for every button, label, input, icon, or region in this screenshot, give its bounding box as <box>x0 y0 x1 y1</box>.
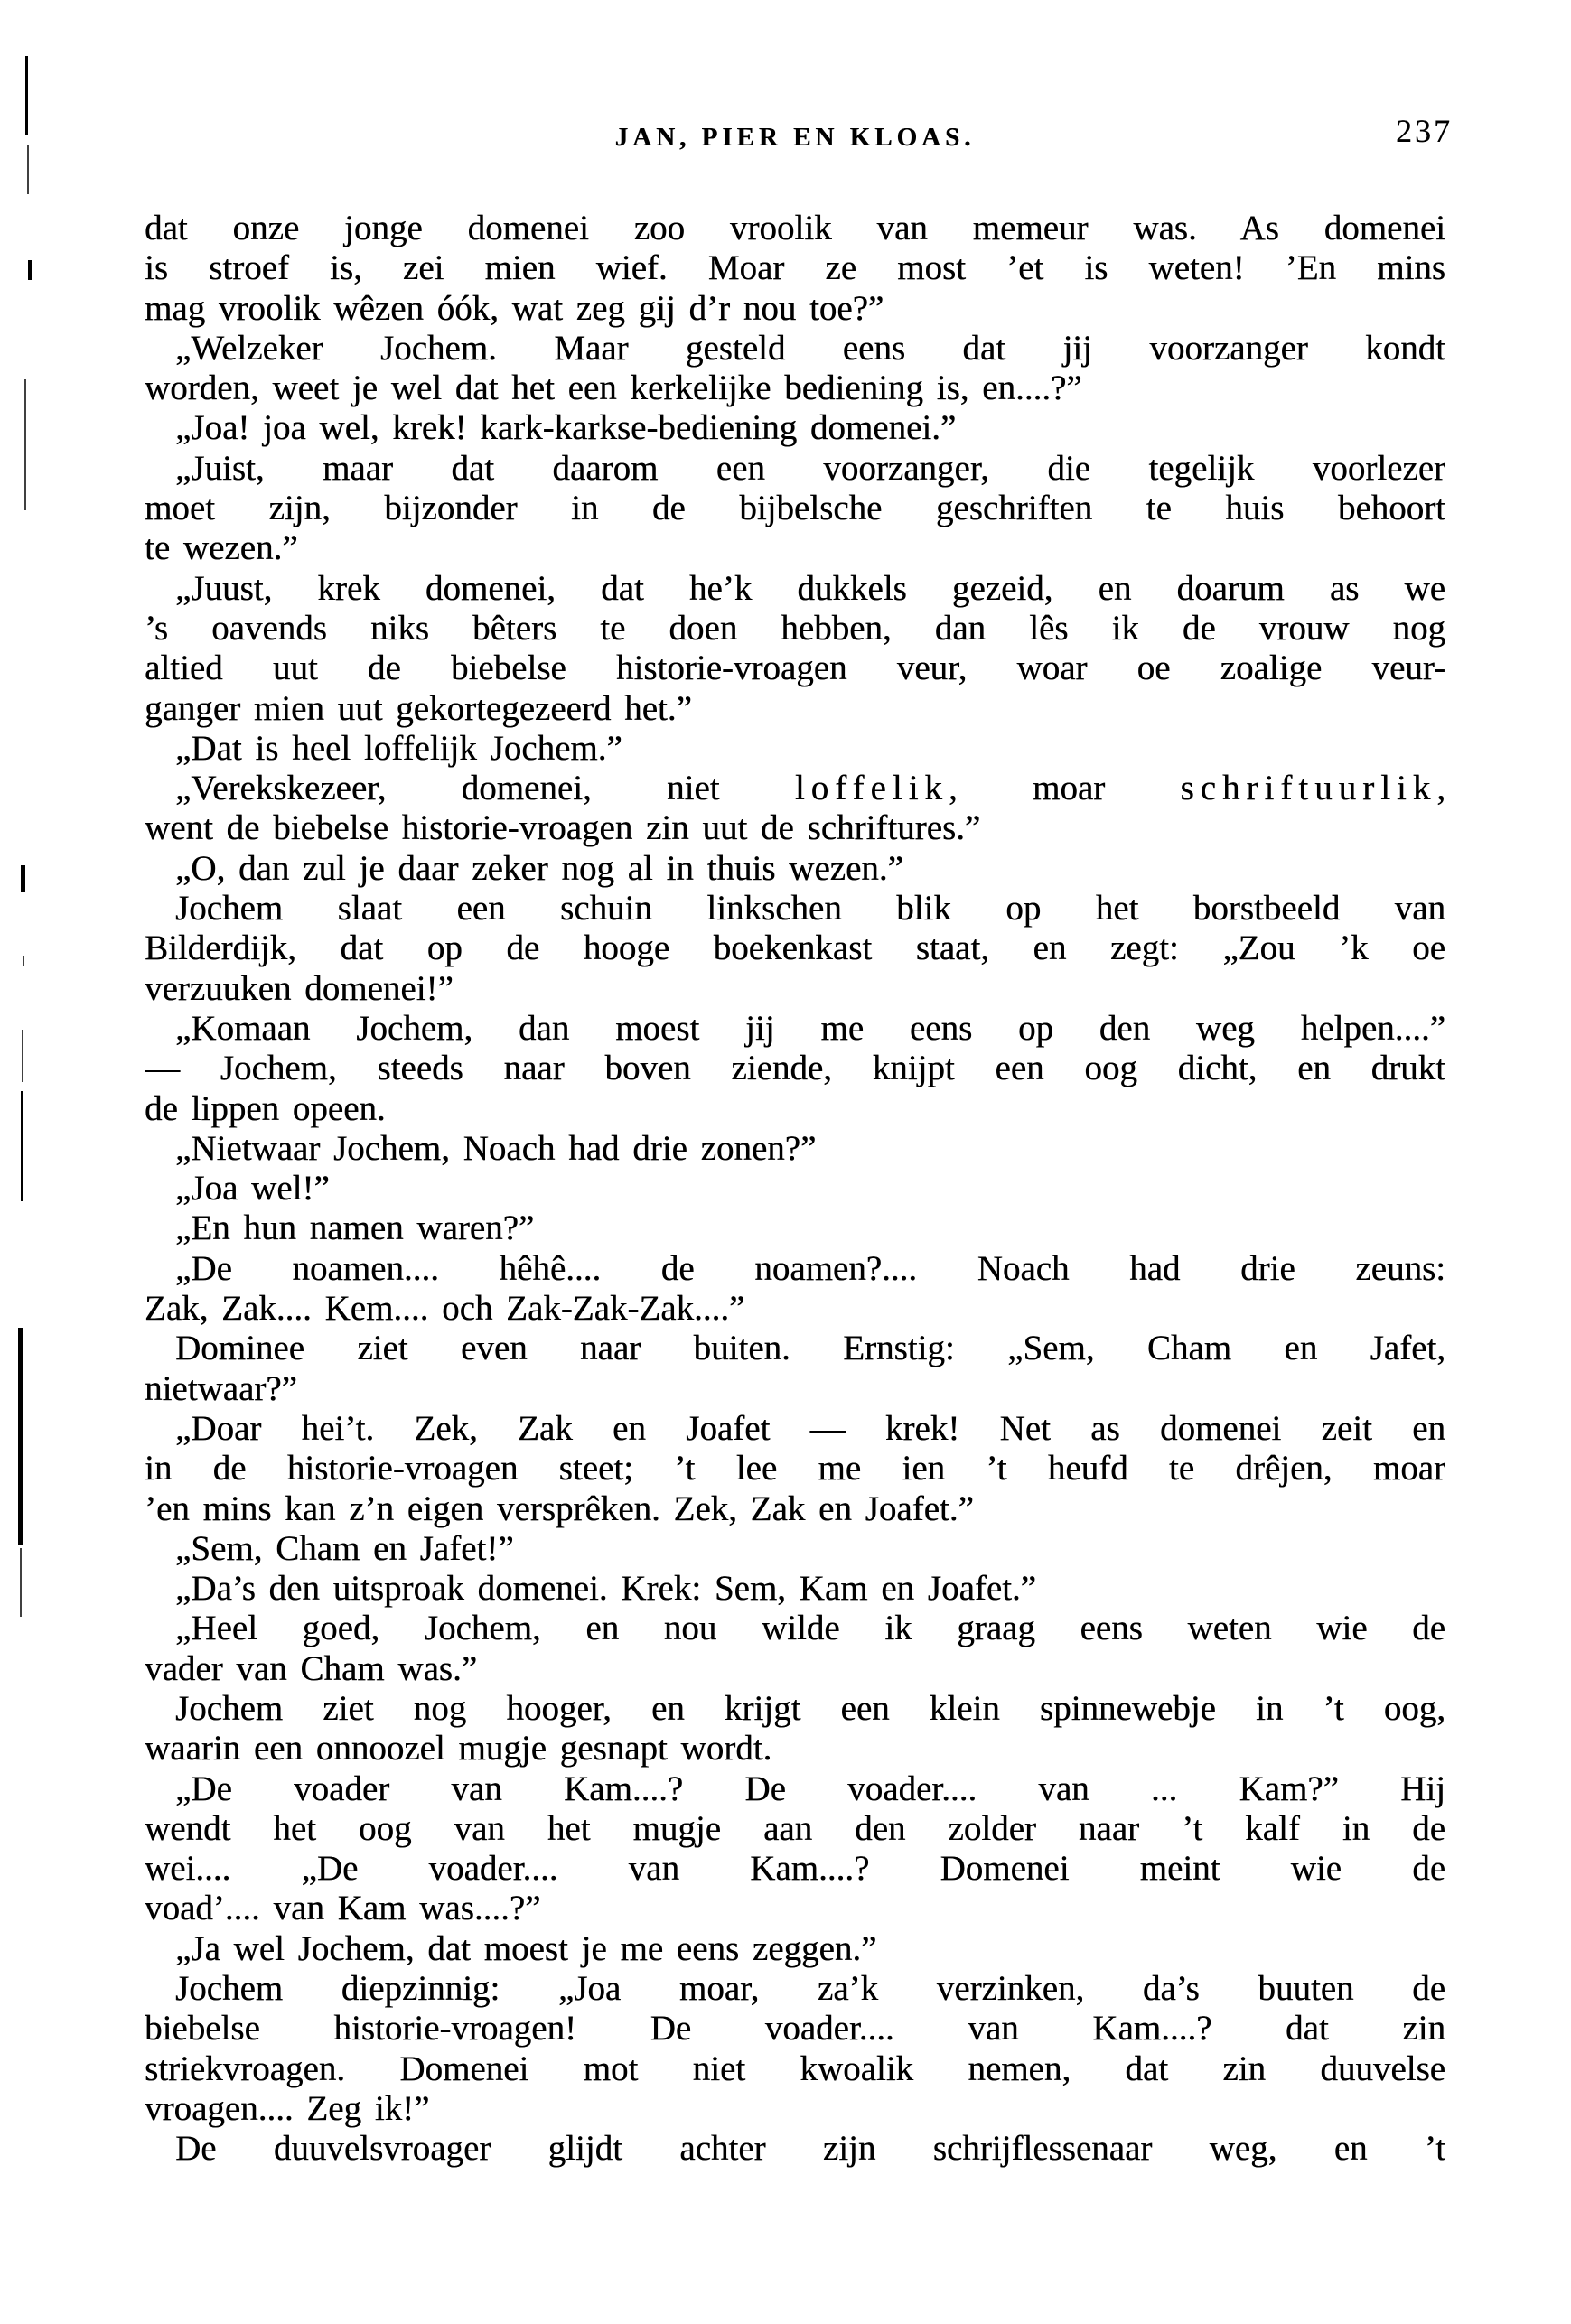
text-segment: „De voader van Kam....? De voader.... van ... Kam?” Hij <box>175 1769 1445 1808</box>
text-segment: in de historie-vroagen steet; ’t lee me ien ’t heufd te drêjen, moar <box>145 1449 1445 1489</box>
text-segment: „Doar hei’t. Zek, Zak en Joafet — krek! Net as domenei zeit en <box>175 1408 1445 1448</box>
text-line <box>145 1369 1445 1409</box>
text-segment: mag vroolik wêzen óók, wat zeg gij d’r nou toe?” <box>145 288 884 328</box>
scan-artifact <box>25 56 28 135</box>
text-line <box>145 1289 1445 1329</box>
text-segment: wendt het oog van het mugje aan den zolder naar ’t kalf in de <box>145 1808 1445 1848</box>
text-line <box>145 1769 1445 1809</box>
text-segment: ’s oavends niks bêters te doen hebben, dan lês ik de vrouw nog <box>145 608 1445 648</box>
text-line <box>145 408 1445 448</box>
text-segment: vader van Cham was.” <box>145 1648 478 1688</box>
text-segment: Jochem slaat een schuin linkschen blik op het borstbeeld van <box>175 889 1445 929</box>
text-segment: „Heel goed, Jochem, en nou wilde ik graag eens weten wie de <box>175 1609 1445 1648</box>
text-line <box>145 1969 1445 2009</box>
text-segment: „Sem, Cham en Jafet!” <box>175 1528 514 1568</box>
text-segment: striekvroagen. Domenei mot niet kwoalik nemen, dat zin duuvelse <box>145 2049 1445 2088</box>
text-segment: „Verekskezeer, domenei, niet <box>175 769 795 808</box>
text-line <box>145 528 1445 568</box>
text-line <box>145 1729 1445 1769</box>
text-line <box>145 729 1445 769</box>
scan-artifact <box>28 260 32 280</box>
text-line <box>145 1089 1445 1129</box>
text-segment: „Juust, krek domenei, dat he’k dukkels gezeid, en doarum as we <box>175 568 1445 608</box>
text-line <box>145 1169 1445 1209</box>
text-segment: verzuuken domenei!” <box>145 968 454 1008</box>
text-line <box>145 2009 1445 2049</box>
text-line <box>145 1209 1445 1248</box>
text-line <box>145 689 1445 729</box>
scan-artifact <box>27 145 29 194</box>
text-line <box>145 929 1445 968</box>
text-line <box>145 1929 1445 1969</box>
text-segment: „Ja wel Jochem, dat moest je me eens zeggen.” <box>175 1928 877 1968</box>
text-line <box>145 1489 1445 1529</box>
text-segment: De duuvelsvroager glijdt achter zijn schrijflessenaar weg, en ’t <box>175 2129 1445 2169</box>
text-segment: „O, dan zul je daar zeker nog al in thuis wezen.” <box>175 848 903 888</box>
text-line <box>145 1649 1445 1689</box>
text-segment: „De noamen.... hêhê.... de noamen?.... Noach had drie zeuns: <box>175 1248 1445 1288</box>
text-segment: biebelse historie-vroagen! De voader.... van Kam....? dat zin <box>145 2009 1445 2049</box>
text-line <box>145 969 1445 1009</box>
text-line <box>145 248 1445 288</box>
text-line <box>145 769 1445 808</box>
text-segment: Zak, Zak.... Kem.... och Zak-Zak-Zak....” <box>145 1289 745 1329</box>
scan-artifact <box>22 1030 23 1082</box>
text-line <box>145 289 1445 329</box>
text-line <box>145 329 1445 369</box>
text-line <box>145 2129 1445 2169</box>
text-line <box>145 609 1445 649</box>
page-number: 237 <box>1396 113 1453 149</box>
text-segment: „Da’s den uitsproak domenei. Krek: Sem, Kam en Joafet.” <box>175 1569 1036 1609</box>
text-line <box>145 1129 1445 1169</box>
text-line <box>145 449 1445 489</box>
text-line <box>145 1809 1445 1849</box>
text-segment: „Joa wel!” <box>175 1169 330 1209</box>
text-line <box>145 1409 1445 1449</box>
text-line <box>145 209 1445 248</box>
scan-artifact <box>21 1091 23 1201</box>
text-line <box>145 1689 1445 1729</box>
text-line <box>145 889 1445 929</box>
scan-artifact <box>23 956 24 966</box>
text-segment: ’en mins kan z’n eigen versprêken. Zek, Zak en Joafet.” <box>145 1489 974 1528</box>
text-segment: nietwaar?” <box>145 1368 297 1408</box>
text-line <box>145 2049 1445 2089</box>
text-line <box>145 1049 1445 1088</box>
scan-artifact <box>21 865 25 892</box>
text-line <box>145 808 1445 848</box>
scan-artifact <box>20 1548 22 1617</box>
scan-artifact <box>24 379 26 510</box>
text-segment: moet zijn, bijzonder in de bijbelsche geschriften te huis behoort <box>145 489 1445 528</box>
scan-artifact <box>18 1328 23 1545</box>
text-segment: „Dat is heel loffelijk Jochem.” <box>175 728 622 768</box>
emphasized-text: schriftuurlik <box>1180 769 1437 808</box>
text-segment: voad’.... van Kam was....?” <box>145 1889 541 1928</box>
text-line <box>145 1329 1445 1368</box>
text-line <box>145 1009 1445 1049</box>
text-segment: „Nietwaar Jochem, Noach had drie zonen?” <box>175 1128 817 1168</box>
text-line <box>145 2089 1445 2129</box>
text-segment: — Jochem, steeds naar boven ziende, knijpt een oog dicht, en drukt <box>145 1049 1445 1088</box>
emphasized-text: loffelik <box>794 769 949 808</box>
text-line <box>145 489 1445 528</box>
text-line <box>145 849 1445 889</box>
text-segment: „En hun namen waren?” <box>175 1209 535 1248</box>
text-segment: „Welzeker Jochem. Maar gesteld eens dat jij voorzanger kondt <box>175 328 1445 368</box>
text-segment: vroagen.... Zeg ik!” <box>145 2088 430 2128</box>
text-segment: worden, weet je wel dat het een kerkelijke bediening is, en....?” <box>145 369 1082 408</box>
text-segment: „Komaan Jochem, dan moest jij me eens op den weg helpen....” <box>175 1008 1445 1048</box>
text-segment: Dominee ziet even naar buiten. Ernstig: „Sem, Cham en Jafet, <box>175 1329 1445 1368</box>
text-segment: is stroef is, zei mien wief. Moar ze most ’et is weten! ’En mins <box>145 248 1445 288</box>
text-segment: , moar <box>948 769 1181 808</box>
text-segment: , <box>1436 769 1445 808</box>
text-line <box>145 1569 1445 1609</box>
text-line <box>145 649 1445 688</box>
text-segment: altied uut de biebelse historie-vroagen veur, woar oe zoalige veur- <box>145 649 1445 688</box>
text-line <box>145 569 1445 609</box>
text-segment: „Joa! joa wel, krek! kark-karkse-bediening domenei.” <box>175 408 957 448</box>
text-segment: Jochem ziet nog hooger, en krijgt een klein spinnewebje in ’t oog, <box>175 1688 1445 1728</box>
text-segment: Bilderdijk, dat op de hooge boekenkast staat, en zegt: „Zou ’k oe <box>145 929 1445 968</box>
running-header-title: JAN, PIER EN KLOAS. <box>614 123 976 152</box>
text-line <box>145 369 1445 408</box>
text-line <box>145 1609 1445 1648</box>
text-segment: ganger mien uut gekortegezeerd het.” <box>145 688 692 728</box>
text-segment: dat onze jonge domenei zoo vroolik van memeur was. As domenei <box>145 209 1445 247</box>
text-segment: waarin een onnoozel mugje gesnapt wordt. <box>145 1729 772 1769</box>
text-segment: „Juist, maar dat daarom een voorzanger, die tegelijk voorlezer <box>175 448 1445 488</box>
text-line <box>145 1889 1445 1928</box>
text-segment: Jochem diepzinnig: „Joa moar, za’k verzinken, da’s buuten de <box>175 1969 1445 2009</box>
text-segment: wei.... „De voader.... van Kam....? Domenei meint wie de <box>145 1849 1445 1889</box>
text-line <box>145 1849 1445 1889</box>
text-line <box>145 1529 1445 1569</box>
text-segment: de lippen opeen. <box>145 1088 386 1128</box>
text-segment: te wezen.” <box>145 528 298 568</box>
text-block <box>145 209 1445 2170</box>
text-segment: went de biebelse historie-vroagen zin uut de schriftures.” <box>145 808 981 848</box>
text-line <box>145 1249 1445 1289</box>
text-line <box>145 1449 1445 1489</box>
